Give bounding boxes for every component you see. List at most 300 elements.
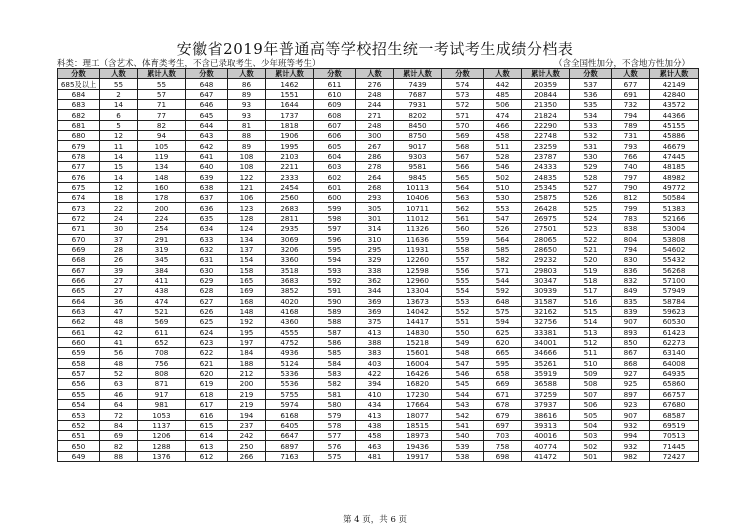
table-cell: 26975 bbox=[522, 213, 570, 223]
table-cell: 254 bbox=[138, 224, 186, 234]
table-cell: 319 bbox=[138, 244, 186, 254]
column-header: 人数 bbox=[100, 69, 138, 79]
table-cell: 571 bbox=[442, 110, 484, 120]
table-cell: 517 bbox=[570, 286, 612, 296]
table-cell: 134 bbox=[138, 162, 186, 172]
table-row bbox=[58, 420, 699, 430]
table-cell: 616 bbox=[186, 410, 228, 420]
table-cell: 659 bbox=[58, 348, 100, 358]
table-cell: 60530 bbox=[650, 317, 699, 327]
table-cell: 608 bbox=[314, 110, 356, 120]
table-cell: 184 bbox=[228, 348, 266, 358]
table-cell: 783 bbox=[612, 213, 650, 223]
table-cell: 672 bbox=[58, 213, 100, 223]
table-cell: 528 bbox=[484, 151, 522, 161]
table-row bbox=[58, 255, 699, 265]
table-cell: 535 bbox=[570, 100, 612, 110]
table-cell: 8450 bbox=[394, 120, 442, 130]
table-cell: 48 bbox=[100, 317, 138, 327]
table-cell: 678 bbox=[58, 151, 100, 161]
table-row bbox=[58, 110, 699, 120]
table-cell: 88 bbox=[100, 451, 138, 461]
table-cell: 556 bbox=[442, 265, 484, 275]
table-cell: 39 bbox=[100, 265, 138, 275]
table-cell: 622 bbox=[186, 348, 228, 358]
table-cell: 55 bbox=[138, 79, 186, 89]
table-cell: 539 bbox=[442, 441, 484, 451]
table-cell: 582 bbox=[484, 255, 522, 265]
table-row bbox=[58, 151, 699, 161]
table-cell: 22290 bbox=[522, 120, 570, 130]
table-cell: 314 bbox=[356, 224, 394, 234]
table-cell: 594 bbox=[484, 317, 522, 327]
table-cell: 8750 bbox=[394, 131, 442, 141]
page-title: 安徽省2019年普通高等学校招生统一考试考生成绩分档表 bbox=[176, 40, 574, 58]
table-cell: 49772 bbox=[650, 182, 699, 192]
table-row bbox=[58, 306, 699, 316]
table-row bbox=[58, 131, 699, 141]
table-cell: 27 bbox=[100, 275, 138, 285]
table-row bbox=[58, 265, 699, 275]
table-cell: 39313 bbox=[522, 420, 570, 430]
table-cell: 507 bbox=[570, 389, 612, 399]
table-cell: 40774 bbox=[522, 441, 570, 451]
table-cell: 679 bbox=[484, 410, 522, 420]
table-cell: 45886 bbox=[650, 131, 699, 141]
table-cell: 37259 bbox=[522, 389, 570, 399]
table-cell: 403 bbox=[356, 358, 394, 368]
table-cell: 645 bbox=[186, 110, 228, 120]
table-cell: 555 bbox=[442, 275, 484, 285]
table-cell: 917 bbox=[138, 389, 186, 399]
table-cell: 88 bbox=[228, 131, 266, 141]
table-cell: 134 bbox=[228, 234, 266, 244]
table-cell: 23787 bbox=[522, 151, 570, 161]
table-cell: 642 bbox=[186, 141, 228, 151]
table-cell: 618 bbox=[186, 389, 228, 399]
table-cell: 58784 bbox=[650, 296, 699, 306]
table-cell: 521 bbox=[138, 306, 186, 316]
table-cell: 548 bbox=[442, 348, 484, 358]
table-cell: 543 bbox=[442, 400, 484, 410]
table-cell: 518 bbox=[570, 275, 612, 285]
table-cell: 268 bbox=[356, 182, 394, 192]
table-row bbox=[58, 234, 699, 244]
table-cell: 458 bbox=[356, 431, 394, 441]
page-footer: 第 4 页，共 6 页 bbox=[342, 515, 408, 525]
table-cell: 511 bbox=[570, 348, 612, 358]
table-cell: 276 bbox=[356, 79, 394, 89]
table-cell: 86 bbox=[228, 79, 266, 89]
table-cell: 169 bbox=[228, 286, 266, 296]
table-cell: 568 bbox=[442, 141, 484, 151]
table-cell: 519 bbox=[570, 265, 612, 275]
table-row bbox=[58, 213, 699, 223]
table-cell: 1818 bbox=[266, 120, 314, 130]
table-cell: 532 bbox=[570, 131, 612, 141]
table-cell: 413 bbox=[356, 410, 394, 420]
table-cell: 531 bbox=[570, 141, 612, 151]
table-cell: 20359 bbox=[522, 79, 570, 89]
table-cell: 634 bbox=[186, 224, 228, 234]
table-cell: 369 bbox=[356, 296, 394, 306]
table-cell: 11636 bbox=[394, 234, 442, 244]
table-cell: 838 bbox=[612, 224, 650, 234]
table-cell: 683 bbox=[58, 100, 100, 110]
table-cell: 582 bbox=[314, 379, 356, 389]
table-cell: 561 bbox=[442, 213, 484, 223]
table-cell: 505 bbox=[570, 410, 612, 420]
table-cell: 587 bbox=[314, 327, 356, 337]
table-cell: 708 bbox=[138, 348, 186, 358]
table-cell: 523 bbox=[570, 224, 612, 234]
table-cell: 17664 bbox=[394, 400, 442, 410]
table-cell: 574 bbox=[442, 79, 484, 89]
table-cell: 413 bbox=[356, 327, 394, 337]
table-cell: 599 bbox=[314, 203, 356, 213]
table-cell: 520 bbox=[570, 255, 612, 265]
table-cell: 32756 bbox=[522, 317, 570, 327]
table-cell: 907 bbox=[612, 410, 650, 420]
table-cell: 897 bbox=[612, 389, 650, 399]
table-cell: 5 bbox=[100, 120, 138, 130]
table-cell: 21824 bbox=[522, 110, 570, 120]
table-cell: 2211 bbox=[266, 162, 314, 172]
table-cell: 197 bbox=[228, 337, 266, 347]
table-cell: 646 bbox=[186, 100, 228, 110]
table-cell: 665 bbox=[484, 348, 522, 358]
table-row bbox=[58, 389, 699, 399]
table-cell: 5124 bbox=[266, 358, 314, 368]
table-cell: 530 bbox=[570, 151, 612, 161]
table-cell: 794 bbox=[612, 110, 650, 120]
table-cell: 57100 bbox=[650, 275, 699, 285]
table-cell: 94 bbox=[138, 131, 186, 141]
table-cell: 344 bbox=[356, 286, 394, 296]
table-cell: 72427 bbox=[650, 451, 699, 461]
table-cell: 224 bbox=[138, 213, 186, 223]
table-cell: 623 bbox=[186, 337, 228, 347]
category-note: 科类：理工（含艺术、体育类考生，不含已录取考生、少年班等考生） bbox=[57, 59, 321, 69]
table-cell: 219 bbox=[228, 389, 266, 399]
table-cell: 1053 bbox=[138, 410, 186, 420]
table-cell: 789 bbox=[612, 120, 650, 130]
table-cell: 16820 bbox=[394, 379, 442, 389]
table-cell: 663 bbox=[58, 306, 100, 316]
table-cell: 601 bbox=[314, 182, 356, 192]
table-row bbox=[58, 410, 699, 420]
table-cell: 69 bbox=[100, 431, 138, 441]
table-cell: 64935 bbox=[650, 368, 699, 378]
table-cell: 619 bbox=[186, 379, 228, 389]
table-cell: 19436 bbox=[394, 441, 442, 451]
table-cell: 89 bbox=[228, 141, 266, 151]
table-cell: 56268 bbox=[650, 265, 699, 275]
table-cell: 148 bbox=[228, 306, 266, 316]
table-cell: 522 bbox=[570, 234, 612, 244]
table-cell: 927 bbox=[612, 368, 650, 378]
table-cell: 682 bbox=[58, 110, 100, 120]
table-cell: 55432 bbox=[650, 255, 699, 265]
table-cell: 62273 bbox=[650, 337, 699, 347]
table-cell: 626 bbox=[186, 306, 228, 316]
table-cell: 691 bbox=[612, 89, 650, 99]
table-cell: 44366 bbox=[650, 110, 699, 120]
table-cell: 624 bbox=[186, 327, 228, 337]
table-cell: 671 bbox=[484, 389, 522, 399]
table-cell: 637 bbox=[186, 193, 228, 203]
table-cell: 7931 bbox=[394, 100, 442, 110]
table-cell: 544 bbox=[442, 389, 484, 399]
table-cell: 1462 bbox=[266, 79, 314, 89]
column-header: 人数 bbox=[612, 69, 650, 79]
table-cell: 2454 bbox=[266, 182, 314, 192]
table-cell: 369 bbox=[356, 306, 394, 316]
table-cell: 84 bbox=[100, 420, 138, 430]
table-cell: 680 bbox=[58, 131, 100, 141]
table-cell: 604 bbox=[314, 151, 356, 161]
table-cell: 1644 bbox=[266, 100, 314, 110]
table-cell: 72 bbox=[100, 410, 138, 420]
table-cell: 46679 bbox=[650, 141, 699, 151]
table-cell: 69519 bbox=[650, 420, 699, 430]
table-cell: 572 bbox=[442, 100, 484, 110]
table-cell: 3069 bbox=[266, 234, 314, 244]
table-cell: 18 bbox=[100, 193, 138, 203]
table-cell: 502 bbox=[570, 441, 612, 451]
table-cell: 61423 bbox=[650, 327, 699, 337]
table-cell: 3683 bbox=[266, 275, 314, 285]
table-cell: 1551 bbox=[266, 89, 314, 99]
table-cell: 47 bbox=[100, 306, 138, 316]
table-cell: 7163 bbox=[266, 451, 314, 461]
table-cell: 42149 bbox=[650, 79, 699, 89]
table-cell: 557 bbox=[442, 255, 484, 265]
table-cell: 194 bbox=[228, 410, 266, 420]
table-cell: 474 bbox=[484, 110, 522, 120]
table-cell: 248 bbox=[356, 89, 394, 99]
table-cell: 662 bbox=[58, 317, 100, 327]
table-cell: 592 bbox=[314, 275, 356, 285]
table-cell: 195 bbox=[228, 327, 266, 337]
table-cell: 3852 bbox=[266, 286, 314, 296]
table-cell: 598 bbox=[314, 213, 356, 223]
table-cell: 553 bbox=[484, 203, 522, 213]
table-cell: 648 bbox=[186, 79, 228, 89]
table-cell: 590 bbox=[314, 296, 356, 306]
table-cell: 77 bbox=[138, 110, 186, 120]
table-cell: 442 bbox=[484, 79, 522, 89]
table-row bbox=[58, 368, 699, 378]
table-cell: 812 bbox=[612, 193, 650, 203]
table-cell: 43572 bbox=[650, 100, 699, 110]
table-cell: 569 bbox=[442, 131, 484, 141]
table-cell: 200 bbox=[228, 379, 266, 389]
table-cell: 647 bbox=[186, 89, 228, 99]
table-cell: 158 bbox=[228, 265, 266, 275]
table-cell: 839 bbox=[612, 306, 650, 316]
table-row bbox=[58, 286, 699, 296]
table-cell: 643 bbox=[186, 131, 228, 141]
table-cell: 295 bbox=[356, 244, 394, 254]
table-cell: 362 bbox=[356, 275, 394, 285]
table-cell: 9017 bbox=[394, 141, 442, 151]
table-cell: 5974 bbox=[266, 400, 314, 410]
table-cell: 512 bbox=[570, 337, 612, 347]
table-cell: 546 bbox=[484, 162, 522, 172]
table-cell: 577 bbox=[314, 431, 356, 441]
table-cell: 26 bbox=[100, 255, 138, 265]
column-header: 人数 bbox=[356, 69, 394, 79]
table-cell: 310 bbox=[356, 234, 394, 244]
table-row bbox=[58, 348, 699, 358]
table-cell: 27 bbox=[100, 286, 138, 296]
table-cell: 70513 bbox=[650, 431, 699, 441]
table-cell: 82 bbox=[138, 120, 186, 130]
table-cell: 893 bbox=[612, 327, 650, 337]
table-cell: 932 bbox=[612, 441, 650, 451]
table-row bbox=[58, 296, 699, 306]
table-cell: 1376 bbox=[138, 451, 186, 461]
table-cell: 178 bbox=[138, 193, 186, 203]
table-cell: 850 bbox=[612, 337, 650, 347]
table-cell: 521 bbox=[570, 244, 612, 254]
table-cell: 5336 bbox=[266, 368, 314, 378]
table-cell: 830 bbox=[612, 255, 650, 265]
table-cell: 540 bbox=[442, 431, 484, 441]
table-cell: 137 bbox=[228, 244, 266, 254]
table-cell: 651 bbox=[58, 431, 100, 441]
table-cell: 703 bbox=[484, 431, 522, 441]
table-cell: 7687 bbox=[394, 89, 442, 99]
table-cell: 2935 bbox=[266, 224, 314, 234]
table-cell: 732 bbox=[612, 100, 650, 110]
table-cell: 11326 bbox=[394, 224, 442, 234]
table-cell: 9303 bbox=[394, 151, 442, 161]
table-cell: 790 bbox=[612, 182, 650, 192]
table-row bbox=[58, 193, 699, 203]
table-cell: 21350 bbox=[522, 100, 570, 110]
table-cell: 11931 bbox=[394, 244, 442, 254]
table-cell: 286 bbox=[356, 151, 394, 161]
table-cell: 36588 bbox=[522, 379, 570, 389]
table-cell: 338 bbox=[356, 265, 394, 275]
table-cell: 4360 bbox=[266, 317, 314, 327]
table-cell: 5536 bbox=[266, 379, 314, 389]
table-cell: 615 bbox=[186, 420, 228, 430]
table-cell: 551 bbox=[442, 317, 484, 327]
table-cell: 627 bbox=[186, 296, 228, 306]
table-cell: 32162 bbox=[522, 306, 570, 316]
table-cell: 849 bbox=[612, 286, 650, 296]
table-cell: 64008 bbox=[650, 358, 699, 368]
table-body bbox=[58, 79, 699, 462]
table-cell: 14 bbox=[100, 172, 138, 182]
table-cell: 24333 bbox=[522, 162, 570, 172]
table-cell: 42 bbox=[100, 327, 138, 337]
table-cell: 546 bbox=[442, 368, 484, 378]
table-cell: 510 bbox=[484, 182, 522, 192]
column-header: 人数 bbox=[484, 69, 522, 79]
table-cell: 545 bbox=[442, 379, 484, 389]
table-cell: 596 bbox=[314, 234, 356, 244]
table-cell: 630 bbox=[186, 265, 228, 275]
table-cell: 658 bbox=[58, 358, 100, 368]
table-cell: 29232 bbox=[522, 255, 570, 265]
column-header: 累计人数 bbox=[394, 69, 442, 79]
table-cell: 731 bbox=[612, 131, 650, 141]
table-cell: 566 bbox=[442, 162, 484, 172]
table-cell: 271 bbox=[356, 110, 394, 120]
table-cell: 982 bbox=[612, 451, 650, 461]
table-cell: 652 bbox=[58, 420, 100, 430]
table-cell: 466 bbox=[484, 120, 522, 130]
table-cell: 511 bbox=[484, 141, 522, 151]
table-cell: 15601 bbox=[394, 348, 442, 358]
table-cell: 832 bbox=[612, 275, 650, 285]
table-cell: 128 bbox=[228, 213, 266, 223]
table-cell: 613 bbox=[186, 441, 228, 451]
table-row bbox=[58, 400, 699, 410]
table-cell: 605 bbox=[314, 141, 356, 151]
table-cell: 653 bbox=[58, 410, 100, 420]
table-cell: 474 bbox=[138, 296, 186, 306]
table-cell: 345 bbox=[138, 255, 186, 265]
table-cell: 55 bbox=[100, 79, 138, 89]
table-cell: 656 bbox=[58, 379, 100, 389]
table-row bbox=[58, 317, 699, 327]
table-cell: 612 bbox=[186, 451, 228, 461]
table-cell: 536 bbox=[570, 89, 612, 99]
table-cell: 14830 bbox=[394, 327, 442, 337]
table-cell: 579 bbox=[314, 410, 356, 420]
table-cell: 212 bbox=[228, 368, 266, 378]
table-cell: 388 bbox=[356, 337, 394, 347]
table-cell: 835 bbox=[612, 296, 650, 306]
table-cell: 603 bbox=[314, 162, 356, 172]
table-cell: 108 bbox=[228, 151, 266, 161]
table-cell: 994 bbox=[612, 431, 650, 441]
table-cell: 581 bbox=[314, 389, 356, 399]
table-cell: 2560 bbox=[266, 193, 314, 203]
table-cell: 808 bbox=[138, 368, 186, 378]
table-cell: 27501 bbox=[522, 224, 570, 234]
table-cell: 1995 bbox=[266, 141, 314, 151]
table-cell: 529 bbox=[570, 162, 612, 172]
table-cell: 148 bbox=[138, 172, 186, 182]
table-cell: 121 bbox=[228, 182, 266, 192]
table-cell: 106 bbox=[228, 193, 266, 203]
table-cell: 648 bbox=[484, 296, 522, 306]
table-cell: 537 bbox=[570, 79, 612, 89]
table-cell: 278 bbox=[356, 162, 394, 172]
header-row bbox=[58, 69, 699, 79]
table-cell: 28650 bbox=[522, 244, 570, 254]
table-cell: 644 bbox=[186, 120, 228, 130]
table-cell: 25875 bbox=[522, 193, 570, 203]
table-cell: 617 bbox=[186, 400, 228, 410]
table-cell: 614 bbox=[186, 431, 228, 441]
table-cell: 4555 bbox=[266, 327, 314, 337]
table-cell: 108 bbox=[228, 162, 266, 172]
table-cell: 1906 bbox=[266, 131, 314, 141]
table-cell: 248 bbox=[356, 120, 394, 130]
table-cell: 867 bbox=[612, 348, 650, 358]
table-cell: 17230 bbox=[394, 389, 442, 399]
table-cell: 57949 bbox=[650, 286, 699, 296]
table-cell: 526 bbox=[570, 193, 612, 203]
table-cell: 65860 bbox=[650, 379, 699, 389]
